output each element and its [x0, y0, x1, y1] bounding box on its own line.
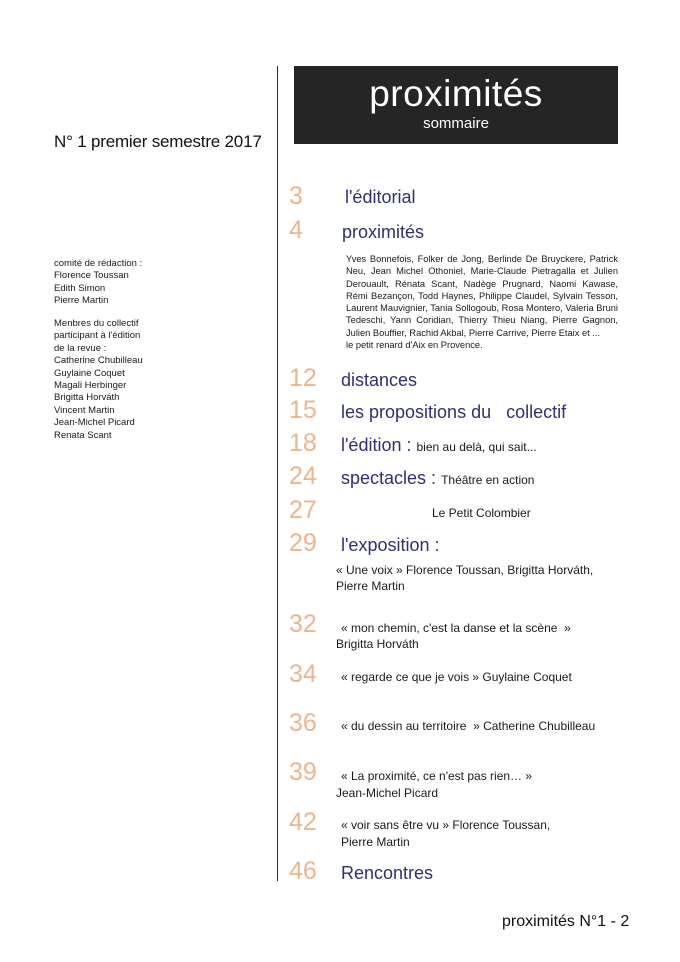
- magazine-title: proximités: [369, 73, 543, 114]
- toc-page-number: 3: [289, 182, 303, 210]
- toc-page-number: 36: [289, 709, 317, 737]
- toc-entry-text: Jean-Michel Picard: [336, 786, 439, 800]
- contributors-list: [346, 253, 618, 351]
- toc-title-proximites: proximités: [342, 222, 425, 242]
- committee-member: Edith Simon: [54, 282, 106, 294]
- page-footer: proximités N°1 - 2: [502, 913, 630, 930]
- collective-heading: participant à l'édition: [54, 330, 141, 342]
- toc-title-editorial: l'éditorial: [345, 187, 416, 207]
- collective-member: Jean-Michel Picard: [54, 417, 135, 429]
- collective-member: Catherine Chubilleau: [54, 355, 143, 367]
- editorial-committee: [54, 258, 142, 308]
- committee-heading: comité de rédaction :: [54, 258, 143, 269]
- toc-page-number: 24: [289, 462, 317, 490]
- header-box: [294, 66, 618, 144]
- collective-members: [54, 318, 143, 442]
- toc-page-number: 27: [289, 496, 317, 524]
- toc-entry-text: « Une voix » Florence Toussan, Brigitta Horváth,: [336, 563, 594, 577]
- toc-subtitle: bien au delà, qui sait...: [416, 440, 537, 454]
- toc-title-text: l'édition :: [341, 435, 412, 455]
- toc-entry-text: Le Petit Colombier: [432, 506, 531, 520]
- toc-page-number: 46: [289, 857, 317, 885]
- toc-entry-text: « du dessin au territoire » Catherine Chubilleau: [341, 719, 596, 733]
- toc-entry-text: « regarde ce que je vois » Guylaine Coquet: [341, 670, 572, 684]
- toc-title-distances: distances: [341, 370, 418, 390]
- toc-entry-text: « voir sans être vu » Florence Toussan,: [341, 818, 551, 832]
- toc-entry-text: « mon chemin, c'est la danse et la scène »: [341, 621, 571, 635]
- toc-page-number: 34: [289, 660, 317, 688]
- vertical-divider: [277, 66, 278, 881]
- toc-page-number: 42: [289, 808, 317, 836]
- toc-entry-text: « La proximité, ce n'est pas rien… »: [341, 769, 533, 783]
- toc-title-exposition: l'exposition :: [341, 535, 440, 555]
- magazine-subtitle: sommaire: [423, 115, 489, 132]
- toc-page-number: 15: [289, 396, 317, 424]
- committee-member: Pierre Martin: [54, 295, 109, 307]
- toc-title-text: spectacles :: [341, 468, 437, 488]
- collective-member: Brigitta Horváth: [54, 392, 120, 404]
- toc-title-spectacles: [341, 467, 534, 491]
- collective-member: Guylaine Coquet: [54, 367, 125, 379]
- toc-entry-text: Brigitta Horváth: [336, 637, 419, 651]
- toc-page-number: 18: [289, 429, 317, 457]
- toc-page-number: 39: [289, 758, 317, 786]
- toc-subtitle: Théâtre en action: [441, 473, 535, 487]
- toc-entry-text: Pierre Martin: [341, 835, 410, 849]
- toc-page-number: 12: [289, 364, 317, 392]
- toc-title-propositions: les propositions du collectif: [341, 402, 567, 422]
- toc-title-rencontres: Rencontres: [341, 863, 434, 883]
- committee-member: Florence Toussan: [54, 270, 129, 282]
- collective-member: Vincent Martin: [54, 404, 115, 416]
- collective-heading: Menbres du collectif: [54, 318, 139, 329]
- contributors-last: le petit renard d'Aix en Provence.: [346, 340, 483, 351]
- collective-heading: de la revue :: [54, 342, 107, 354]
- toc-page-number: 4: [289, 216, 303, 244]
- toc-title-edition: [341, 434, 537, 458]
- toc-entry-text: Pierre Martin: [336, 579, 405, 593]
- toc-page-number: 29: [289, 529, 317, 557]
- collective-member: Magali Herbinger: [54, 380, 127, 392]
- toc-page-number: 32: [289, 610, 317, 638]
- issue-label: N° 1 premier semestre 2017: [54, 132, 262, 151]
- contributors-names: Yves Bonnefois, Folker de Jong, Berlinde De Bruyckere, Patrick Neu, Jean Michel Othoniel, Marie-Claude Pietragalla et Julien Derouault, Rénata Scant, Nadège Prugnard, Naomi Kawase, Rémi Bezançon, Todd Haynes, Philippe Claudel, Sylvain Tesson, Laurent Mauvignier, Tania Sollogoub, Rosa Montero, Valeria Bruni Tedeschi, Yann Coridian, Thierry Thieu Niang, Pierre Gagnon, Julien Bouffier, Rachid Akbal, Pierre Carrive, Pierre Etaix et ...: [346, 254, 618, 338]
- collective-member: Renata Scant: [54, 429, 112, 441]
